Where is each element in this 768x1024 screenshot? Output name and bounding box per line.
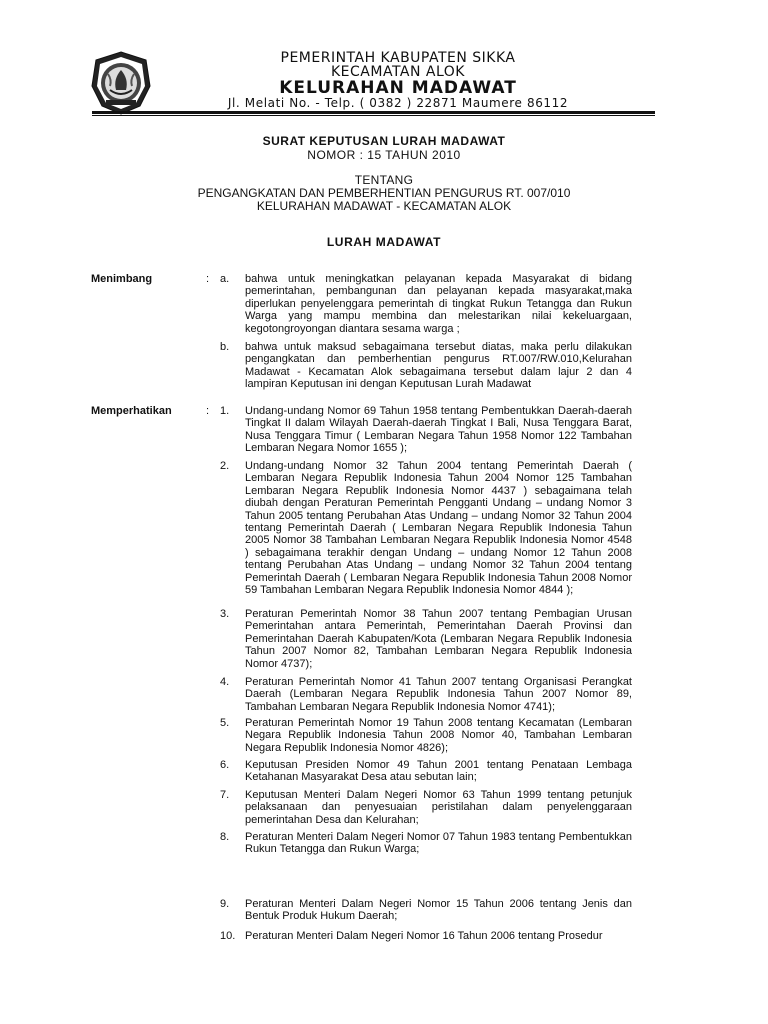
list-item-text: Peraturan Menteri Dalam Negeri Nomor 07 Tahun 1983 tentang Pembentukkan Rukun Tetangga dan Rukun Warga; (245, 831, 632, 856)
list-item-text: Undang-undang Nomor 69 Tahun 1958 tentang Pembentukkan Daerah-daerah Tingkat II dalam Wilayah Daerah-daerah Tingkat I Bali, Nusa Tenggara Barat, Nusa Tenggara Timur ( Lembaran Negara Tahun 1958 Nomor 122 Tambahan Lembaran Negara Nomor 1655 ); (245, 405, 632, 455)
list-item (220, 789, 632, 826)
list-item (220, 676, 632, 713)
list-item (220, 460, 632, 596)
section-colon: : (206, 273, 210, 285)
list-marker: 6. (220, 759, 230, 771)
list-marker: 2. (220, 460, 230, 472)
list-marker: 1. (220, 405, 230, 417)
list-item (220, 930, 632, 942)
decree-about: TENTANG (354, 173, 414, 187)
list-item-text: Keputusan Presiden Nomor 49 Tahun 2001 tentang Penataan Lembaga Ketahanan Masyarakat Desa atau sebutan lain; (245, 759, 632, 784)
decree-title: SURAT KEPUTUSAN LURAH MADAWAT (262, 134, 506, 148)
list-marker: 9. (220, 898, 230, 910)
list-item-text: Peraturan Pemerintah Nomor 38 Tahun 2007 tentang Pembagian Urusan Pemerintahan antara Pemerintah, Pemerintahan Daerah Provinsi dan Pemerintahan Daerah Kabupaten/Kota (Lembaran Negara Republik Indonesia Tahun 2007 Nomor 82, Tambahan Lembaran Negara Republik Indonesia Nomor 4737); (245, 608, 632, 670)
list-item (220, 341, 632, 391)
list-marker: 5. (220, 717, 230, 729)
list-marker: 8. (220, 831, 230, 843)
list-item-text: Keputusan Menteri Dalam Negeri Nomor 63 Tahun 1999 tentang petunjuk pelaksanaan dan penyesuaian peristilahan dalam penyelenggaraan pemerintahan Desa dan Kelurahan; (245, 789, 632, 826)
list-item-text: Peraturan Menteri Dalam Negeri Nomor 15 Tahun 2006 tentang Jenis dan Bentuk Produk Hukum Daerah; (245, 898, 632, 923)
list-item (220, 273, 632, 335)
letterhead-divider-thin (92, 115, 655, 116)
letterhead-divider-thick (92, 111, 655, 114)
section-colon: : (206, 405, 210, 417)
letterhead-village: KELURAHAN MADAWAT (279, 78, 517, 98)
list-marker: 10. (220, 930, 236, 942)
list-item-text: bahwa untuk maksud sebagaimana tersebut diatas, maka perlu dilakukan pengangkatan dan pemberhentian pengurus RT.007/RW.010,Kelurahan Madawat - Kecamatan Alok sebagaimana tersebut dalam lajur 2 dan 4 lampiran Keputusan ini dengan Keputusan Lurah Madawat (245, 341, 632, 391)
list-item (220, 608, 632, 670)
list-marker: b. (220, 341, 230, 353)
list-item-text: Undang-undang Nomor 32 Tahun 2004 tentang Pemerintah Daerah ( Lembaran Negara Republik Indonesia Tahun 2004 Nomor 125 Tambahan Lembaran Negara Republik Indonesia Nomor 4437 ) sebagaimana telah diubah dengan Peraturan Pemerintah Pengganti Undang – undang Nomor 3 Tahun 2005 tentang Perubahan Atas Undang – undang Nomor 32 Tahun 2004 tentang Pemerintah Daerah ( Lembaran Negara Republik Indonesia Tahun 2005 Nomor 38 Tambahan Lembaran Negara Republik Indonesia Nomor 4548 ) sebagaimana terakhir dengan Undang – undang Nomor 12 Tahun 2008 tentang Perubahan Atas Undang – undang Nomor 32 Tahun 2004 tentang Pemerintah Daerah ( Lembaran Negara Republik Indonesia Tahun 2008 Nomor 59 Tambahan Lembaran Negara Republik Indonesia Nomor 4844 ); (245, 460, 632, 597)
list-item-text: Peraturan Menteri Dalam Negeri Nomor 16 Tahun 2006 tentang Prosedur (245, 930, 603, 942)
letterhead-government: PEMERINTAH KABUPATEN SIKKA (280, 50, 516, 66)
letterhead-district: KECAMATAN ALOK (331, 64, 465, 80)
list-item-text: bahwa untuk meningkatkan pelayanan kepada Masyarakat di bidang pemerintahan, pembangunan dan pelayanan kepada masyarakat,maka diperlukan penyelenggara pemerintah di tingkat Rukun Tetangga dan Rukun Warga yang mampu membina dan melestarikan nilai kekeluargaan, kegotongroyongan diantara sesama warga ; (245, 273, 632, 335)
list-marker: 3. (220, 608, 230, 620)
section-label-memperhatikan: Memperhatikan (91, 405, 172, 417)
list-item-text: Peraturan Pemerintah Nomor 41 Tahun 2007 tentang Organisasi Perangkat Daerah (Lembaran Negara Republik Indonesia Tahun 2007 Nomor 89, Tambahan Lembaran Negara Republik Indonesia Nomor 4741); (245, 676, 632, 713)
list-item (220, 898, 632, 923)
list-marker: a. (220, 273, 230, 285)
list-item (220, 405, 632, 455)
section-label-menimbang: Menimbang (91, 273, 153, 285)
decree-subject-line-2: KELURAHAN MADAWAT - KECAMATAN ALOK (256, 199, 512, 213)
list-marker: 4. (220, 676, 230, 688)
decree-issuer: LURAH MADAWAT (326, 235, 442, 249)
decree-subject-line-1: PENGANGKATAN DAN PEMBERHENTIAN PENGURUS RT. 007/010 (197, 186, 571, 200)
list-item (220, 831, 632, 856)
list-item (220, 759, 632, 784)
decree-number: NOMOR : 15 TAHUN 2010 (307, 148, 461, 162)
letterhead-address: Jl. Melati No. - Telp. ( 0382 ) 22871 Maumere 86112 (227, 96, 569, 110)
list-marker: 7. (220, 789, 230, 801)
list-item (220, 717, 632, 754)
list-item-text: Peraturan Pemerintah Nomor 19 Tahun 2008 tentang Kecamatan (Lembaran Negara Republik Indonesia Tahun 2008 Nomor 40, Tambahan Lembaran Negara Republik Indonesia Nomor 4826); (245, 717, 632, 754)
